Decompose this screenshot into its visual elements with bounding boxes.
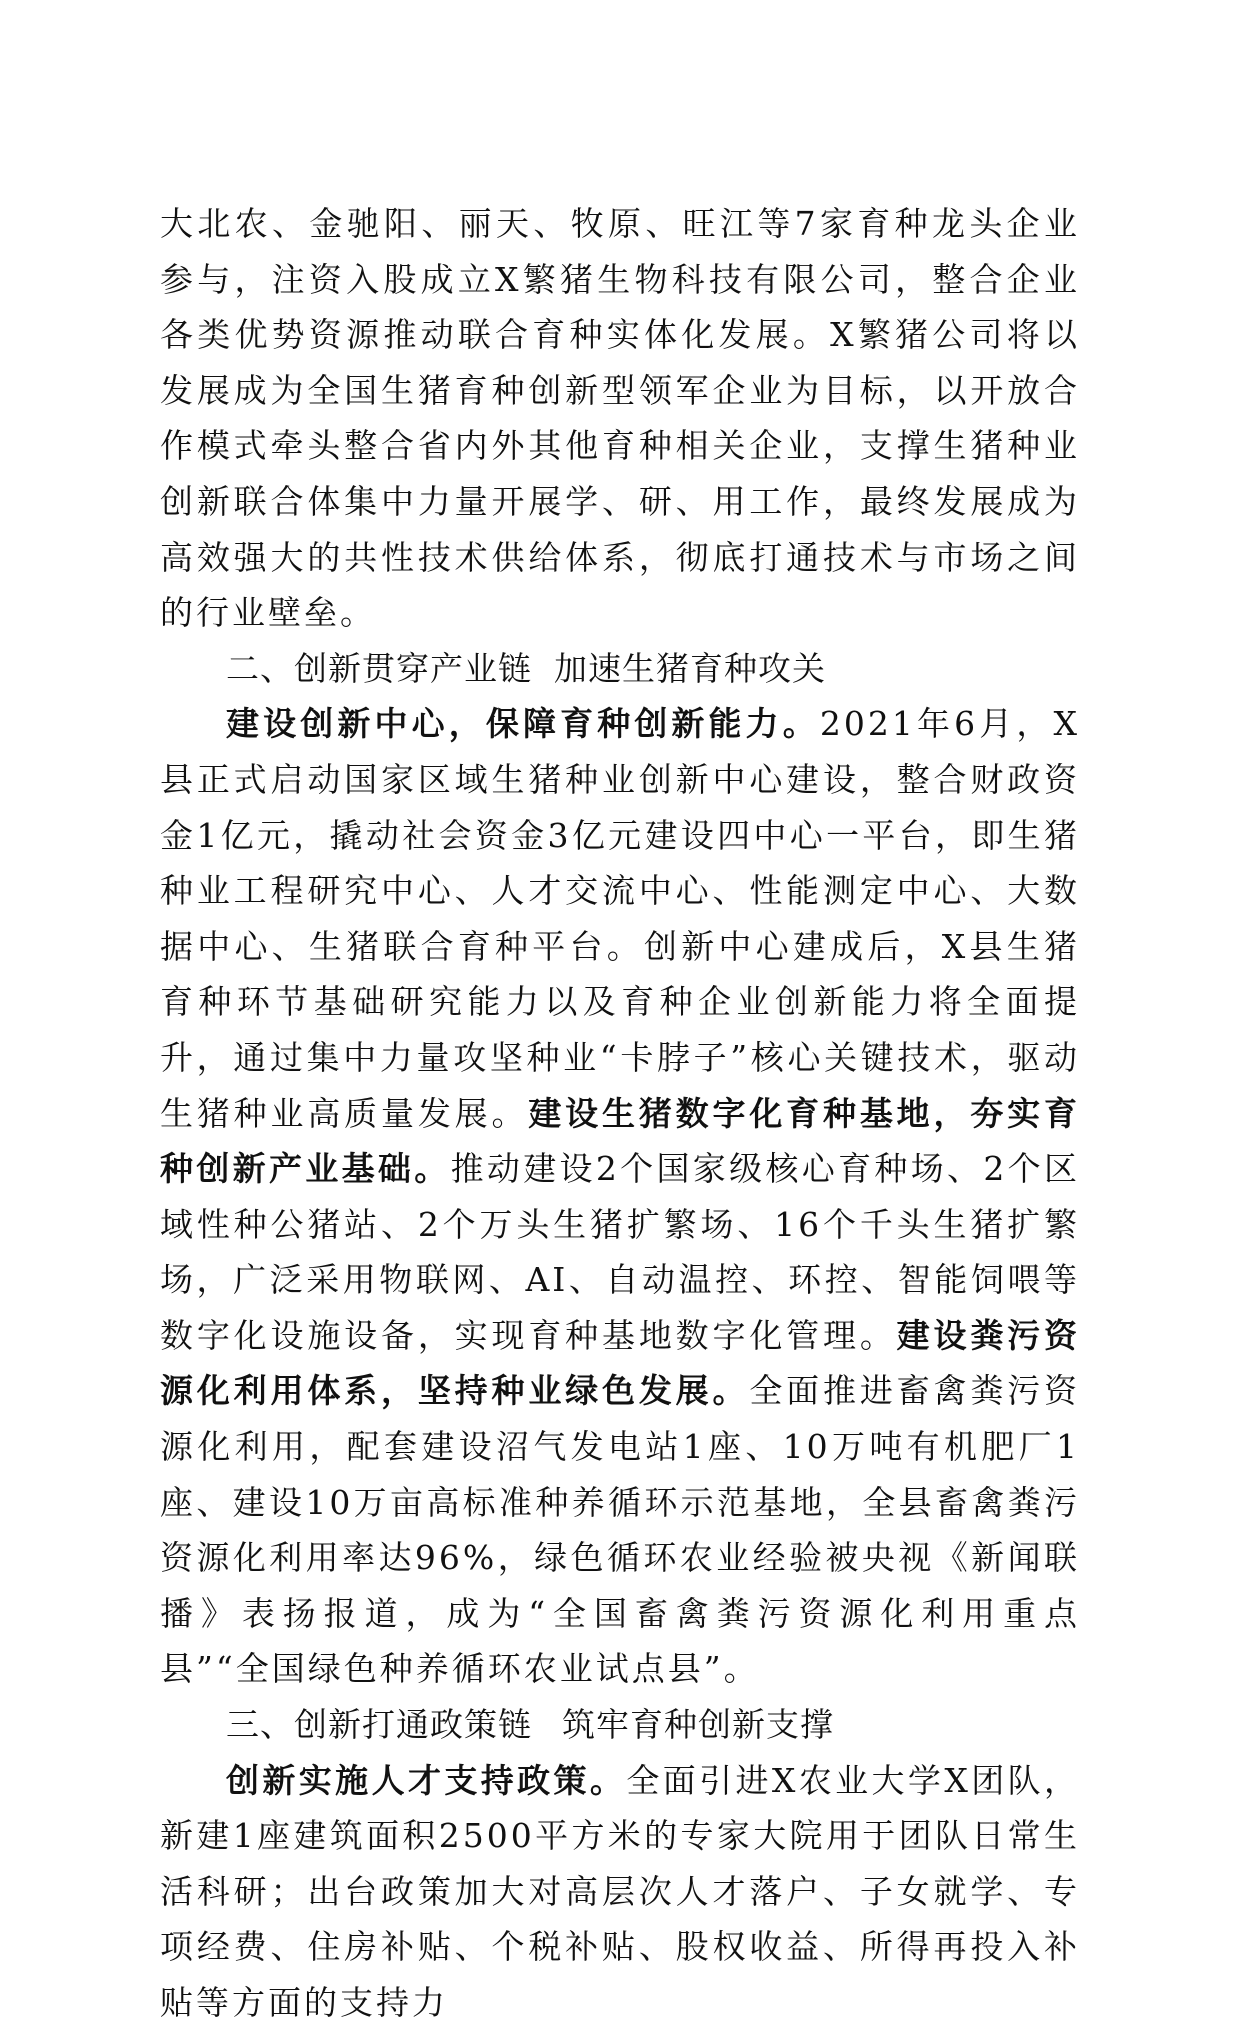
section3-p1-lead: 创新实施人才支持政策。 [226, 1760, 627, 1800]
section3-heading-part-a: 三、创新打通政策链 [226, 1705, 532, 1745]
section2-p2-body: 推动建设2个国家级核心育种场、2个区域性种公猪站、2个万头生猪扩繁场、16个千头生猪扩繁场，广泛采用物联网、AI、自动温控、环控、智能饲喂等数字化设施设备，实现育种基地数字化管理。 [160, 1149, 1080, 1355]
section3-heading [160, 1697, 1080, 1753]
section2-heading-part-b: 加速生猪育种攻关 [554, 648, 826, 688]
section3-paragraph [160, 1753, 1080, 2031]
section3-heading-part-b: 筑牢育种创新支撑 [562, 1705, 834, 1745]
section2-p2-lead: 建设生猪数字化育种基地，夯实育种创新产业基础。 [160, 1093, 1081, 1189]
section1-tail-paragraph: 大北农、金驰阳、丽天、牧原、旺江等7家育种龙头企业参与，注资入股成立X繁猪生物科技有限公司，整合企业各类优势资源推动联合育种实体化发展。X繁猪公司将以发展成为全国生猪育种创新型领军企业为目标，以开放合作模式牵头整合省内外其他育种相关企业，支撑生猪种业创新联合体集中力量开展学、研、用工作，最终发展成为高效强大的共性技术供给体系，彻底打通技术与市场之间的行业壁垒。 [160, 204, 1080, 633]
section2-heading-part-a: 二、创新贯穿产业链 [226, 648, 532, 688]
section2-p3-body: 全面推进畜禽粪污资源化利用，配套建设沼气发电站1座、10万吨有机肥厂1座、建设10万亩高标准种养循环示范基地，全县畜禽粪污资源化利用率达96%，绿色循环农业经验被央视《新闻联播》表扬报道，成为“全国畜禽粪污资源化利用重点县”“全国绿色种养循环农业试点县”。 [160, 1371, 1081, 1689]
section3-p1-body: 全面引进X农业大学X团队，新建1座建筑面积2500平方米的专家大院用于团队日常生活科研；出台政策加大对高层次人才落户、子女就学、专项经费、住房补贴、个税补贴、股权收益、所得再投入补贴等方面的支持力 [160, 1760, 1080, 2022]
section2-heading [160, 641, 1080, 697]
section2-p1-body: 2021年6月，X县正式启动国家区域生猪种业创新中心建设，整合财政资金1亿元，撬动社会资金3亿元建设四中心一平台，即生猪种业工程研究中心、人才交流中心、性能测定中心、大数据中心、生猪联合育种平台。创新中心建成后，X县生猪育种环节基础研究能力以及育种企业创新能力将全面提升，通过集中力量攻坚种业“卡脖子”核心关键技术，驱动生猪种业高质量发展。 [160, 704, 1080, 1133]
section2-p1-lead: 建设创新中心，保障育种创新能力。 [226, 704, 820, 744]
document-page [160, 196, 1080, 2031]
section2-paragraph [160, 696, 1080, 1697]
section2-p3-lead: 建设粪污资源化利用体系，坚持种业绿色发展。 [160, 1315, 1081, 1411]
